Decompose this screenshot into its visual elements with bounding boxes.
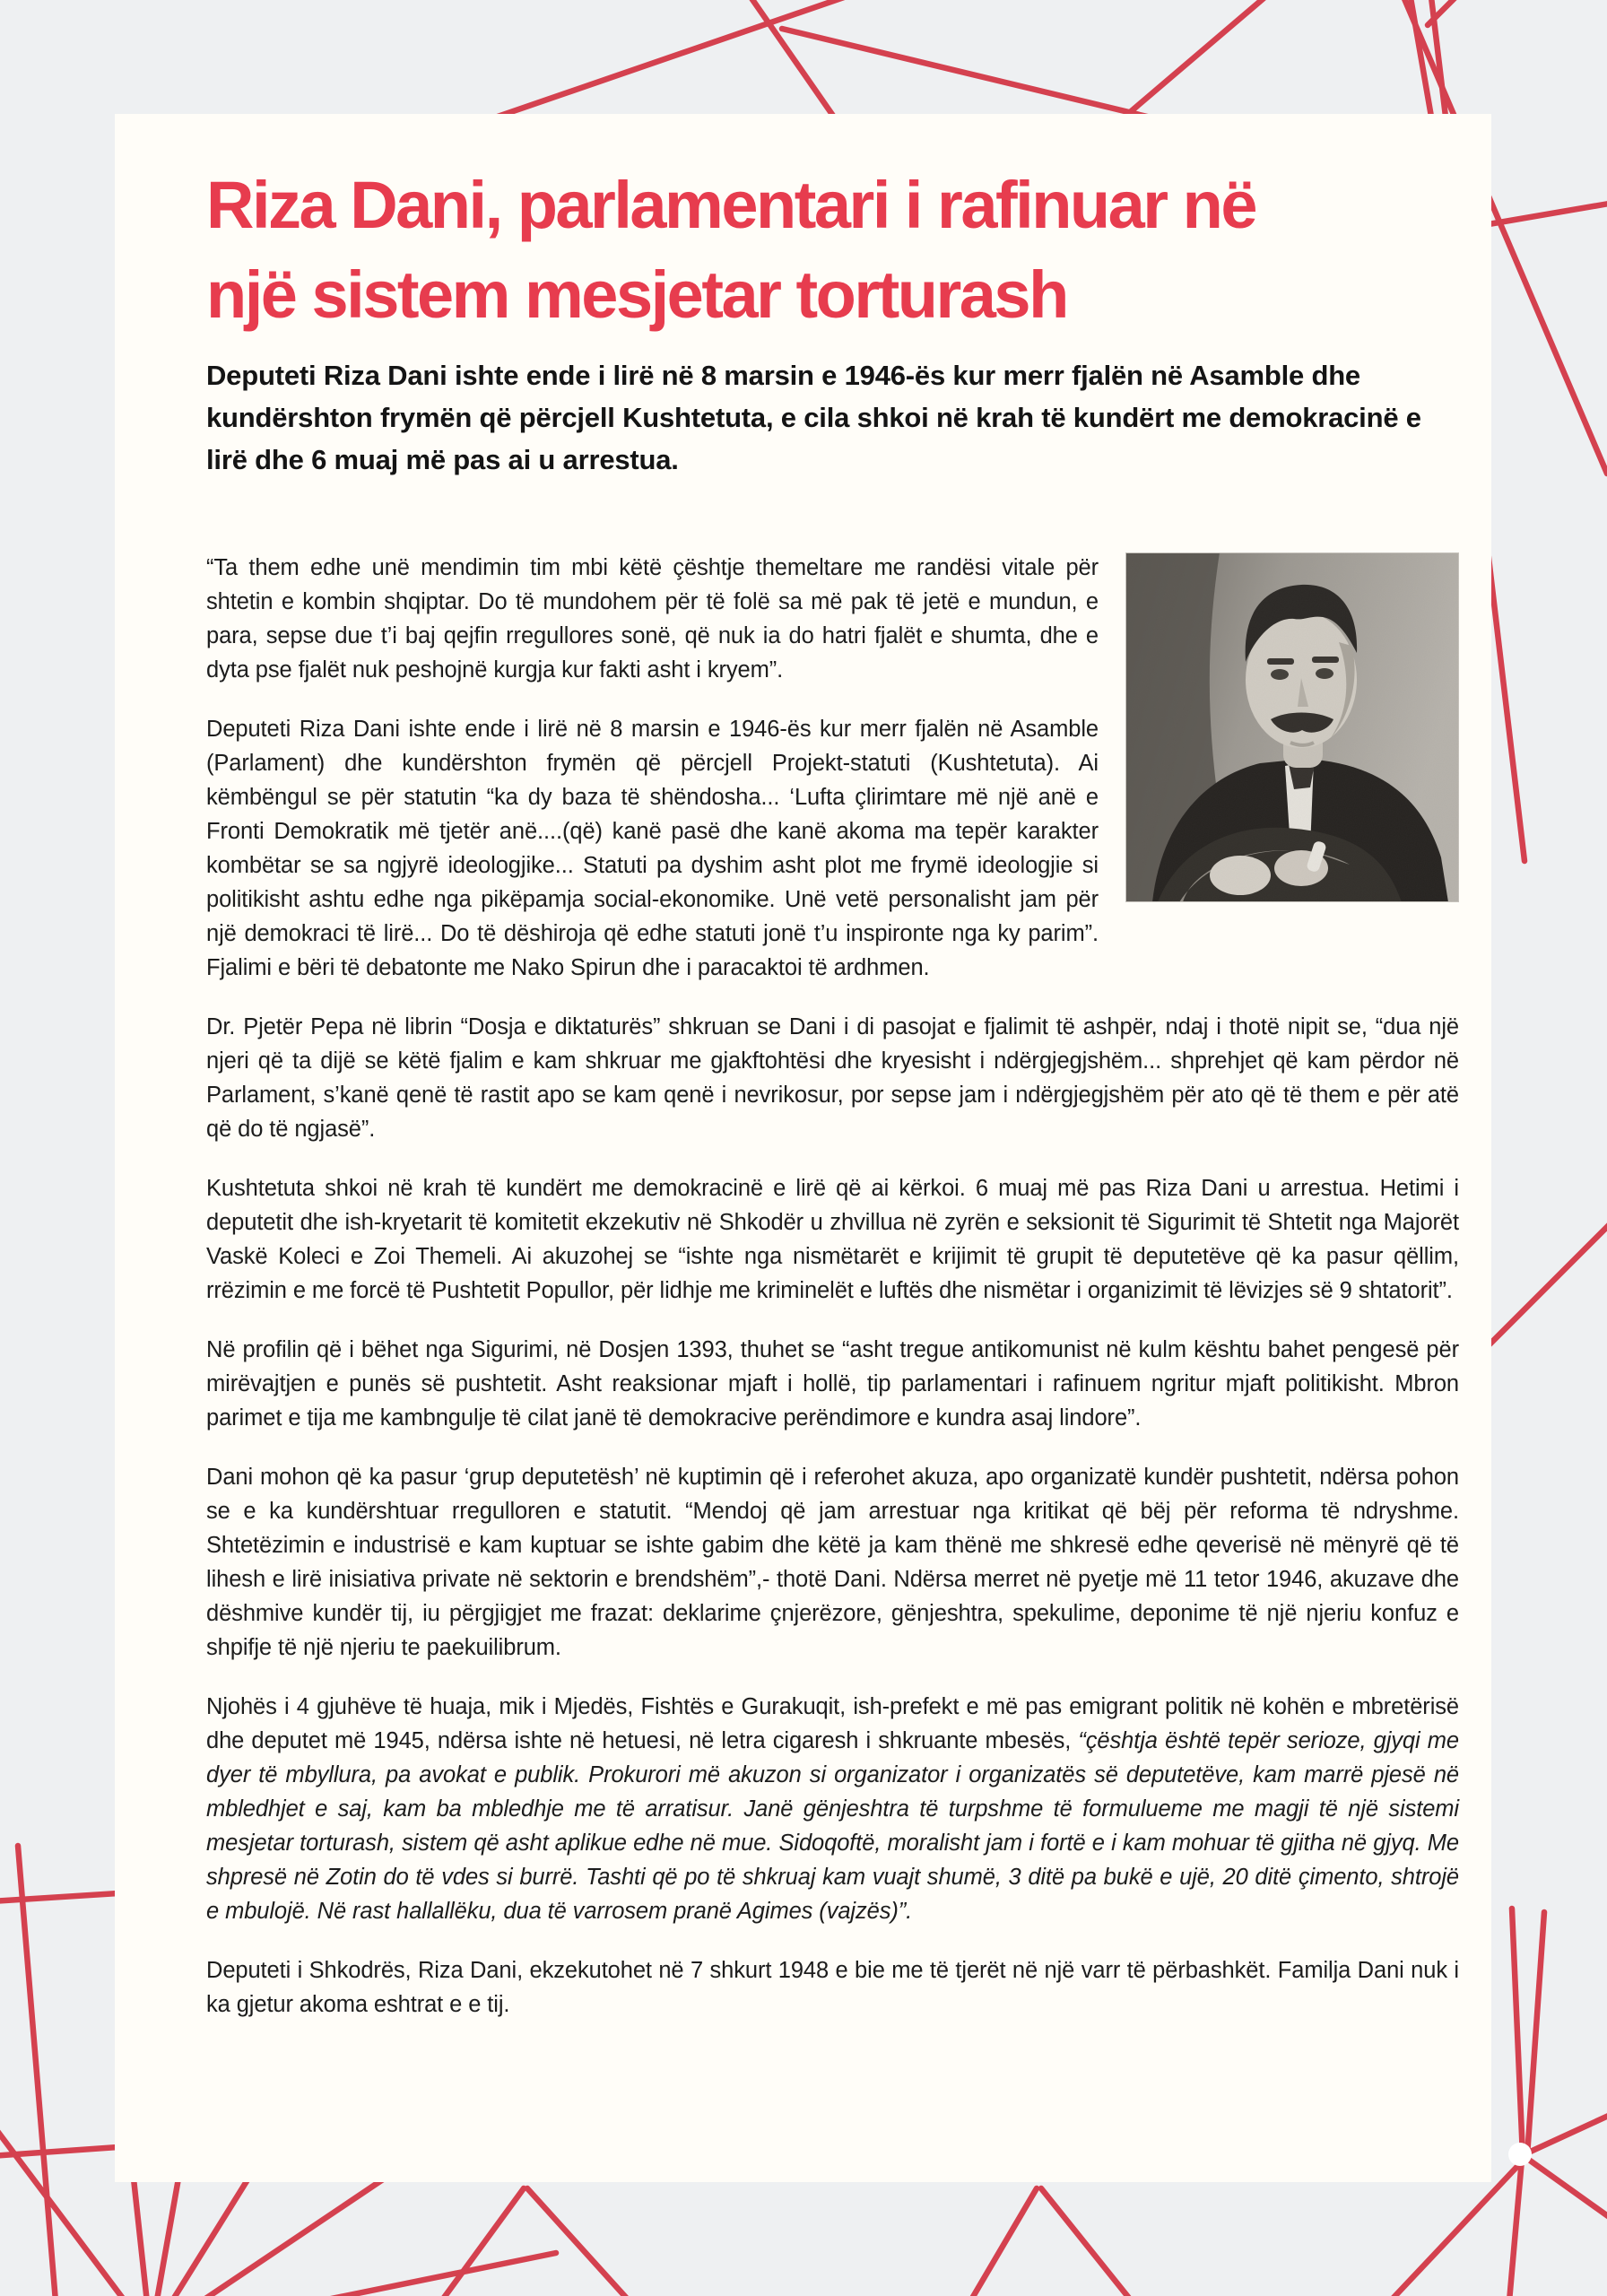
paragraph-arrest: Kushtetuta shkoi në krah të kundërt me demokracinë e lirë që ai kërkoi. 6 muaj më pas Riza Dani u arrestua. Hetimi i deputetit dhe ish-kryetarit të komitetit ekzekutiv në Shkodër u zhvillua në zyrën e seksionit të Sigurimit të Shtetit nga Majorët Vaskë Koleci e Zoi Themeli. Ai akuzohej se “ishte nga nismëtarët e krijimit të grupit të deputetëve që ka pasur qëllim, rrëzimin e me forcë të Pushtetit Popullor, për lidhje me kriminelët e luftës dhe nismëtar i organizimit të lëvizjes së 9 shtatorit”.: [206, 1176, 1459, 1303]
paragraph-pjeter-pepa: Dr. Pjetër Pepa në librin “Dosja e diktaturës” shkruan se Dani i di pasojat e fjalimit të ashpër, ndaj i thotë nipit se, “dua një njeri që ta dijë se këtë fjalim e kam shkruar me gjakftohtësi dhe kryesisht i ndërgjegjshëm... shprehjet që kam përdor në Parlament, s’kanë qenë të rastit apo se kam qenë i nevrikosur, por sepse jam i ndërgjegjshëm për ato që të them e për atë që do të ngjasë”.: [206, 1014, 1459, 1142]
title-line-2: një sistem mesjetar torturash: [206, 257, 1067, 332]
riza-dani-portrait-photo: [1125, 552, 1459, 902]
paragraph-speech-quote: “Ta them edhe unë mendimin tim mbi këtë çështje themeltare me randësi vitale për shtetin e kombin shqiptar. Do të mundohem për të folë sa më pak të jetë e mundun, e para, sepse due t’i baj qejfin rregullores sonë, që nuk ia do hatri fjalët e shumta, dhe e dyta pse fjalët nuk peshojnë kurgja kur fakti asht i kryem”.: [206, 555, 1099, 683]
article-body: [206, 551, 1459, 2022]
paragraph-execution: Deputeti i Shkodrës, Riza Dani, ekzekutohet në 7 shkurt 1948 e bie me të tjerët në një varr të përbashkët. Familja Dani nuk i ka gjetur akoma eshtrat e e tij.: [206, 1958, 1459, 2017]
page-title: [206, 161, 1459, 340]
portrait-illustration: [1125, 552, 1459, 902]
thread-pin-dot: [1508, 2143, 1532, 2166]
letter-lead: Njohës i 4 gjuhëve të huaja, mik i Mjedës, Fishtës e Gurakuqit, ish-prefekt e më pas emigrant politik në kohën e mbretërisë dhe deputet më 1945, ndërsa ishte në hetuesi, në letra cigaresh i shkruante mbesës,: [206, 1694, 1459, 1753]
letter-quote-italic: “çështja është tepër serioze, gjyqi me dyer të mbyllura, pa avokat e publik. Prokurori më akuzon si organizator i organizatës së deputetëve, kam marrë pjesë në mbledhjet e saj, kam ba mbledhje me të arratisur. Janë gënjeshtra të turpshme të formulueme me magji të një sistemi mesjetar torturash, sistem që asht aplikue edhe në mue. Sidoqoftë, moralisht jam i fortë e i kam mohuar të gjitha në gjyq. Me shpresë në Zotin do të vdes si burrë. Tashti që po të shkruaj kam vuajt shumë, 3 ditë pa bukë e ujë, 20 ditë çimento, shtrojë e mbulojë. Në rast hallallëku, dua të varrosem pranë Agimes (vajzës)”.: [206, 1728, 1459, 1924]
title-line-1: Riza Dani, parlamentari i rafinuar në: [206, 168, 1255, 242]
paragraph-letter: [206, 1690, 1459, 1928]
paragraph-assembly: Deputeti Riza Dani ishte ende i lirë në 8 marsin e 1946-ës kur merr fjalën në Asamble (Parlament) dhe kundërshton frymën që përcjell Projekt-statuti (Kushtetuta). Ai këmbëngul se për statutin “ka dy baza të shëndosha... ‘Lufta çlirimtare më një anë e Fronti Demokratik më tjetër anë....(që) kanë pasë dhe kanë akoma ma tepër karakter kombëtar se sa ngjyrë ideologjike... Statuti pa dyshim asht plot me frymë ideologjie si politikisht ashtu edhe nga pikëpamja social-ekonomike. Unë vetë personalisht jam për një demokraci të lirë... Do të dëshiroja që edhe statuti jonë t’u inspironte nga ky parim”. Fjalimi e bëri të debatonte me Nako Spirun dhe i paracaktoi të ardhmen.: [206, 717, 1099, 980]
article-card: [115, 114, 1491, 2182]
paragraph-denial: Dani mohon që ka pasur ‘grup deputetësh’ në kuptimin që i referohet akuza, apo organizatë kundër pushtetit, ndërsa pohon se e ka kundërshtuar rregulloren e statutit. “Mendoj që jam arrestuar nga kritikat që bëj për reforma të ndryshme. Shtetëzimin e industrisë e kam kuptuar se ishte gabim dhe këtë ja kam thënë me shkresë edhe qeverisë në mënyrë që të lihesh e lirë inisiativa private në sektorin e brendshëm”,- thotë Dani. Ndërsa merret në pyetje më 11 tetor 1946, akuzave dhe dëshmive kundër tij, iu përgjigjet me frazat: deklarime çnjerëzore, gënjeshtra, spekulime, deponime të një njeriu konfuz e shpifje të një njeriu te paekuilibrum.: [206, 1465, 1459, 1660]
paragraph-sigurimi-profile: Në profilin që i bëhet nga Sigurimi, në Dosjen 1393, thuhet se “asht tregue antikomunist në kulm kështu bahet pengesë për mirëvajtjen e punës së pushtetit. Asht reaksionar mjaft i hollë, tip parlamentari i rafinuem ngritur mjaft politikisht. Mbron parimet e tija me kambngulje të cilat janë të demokracive perëndimore e kundra asaj lindore”.: [206, 1337, 1459, 1431]
article-intro: Deputeti Riza Dani ishte ende i lirë në 8 marsin e 1946-ës kur merr fjalën në Asamble dhe kundërshton frymën që përcjell Kushtetuta, e cila shkoi në krah të kundërt me demokracinë e lirë dhe 6 muaj më pas ai u arrestua.: [206, 360, 1421, 475]
